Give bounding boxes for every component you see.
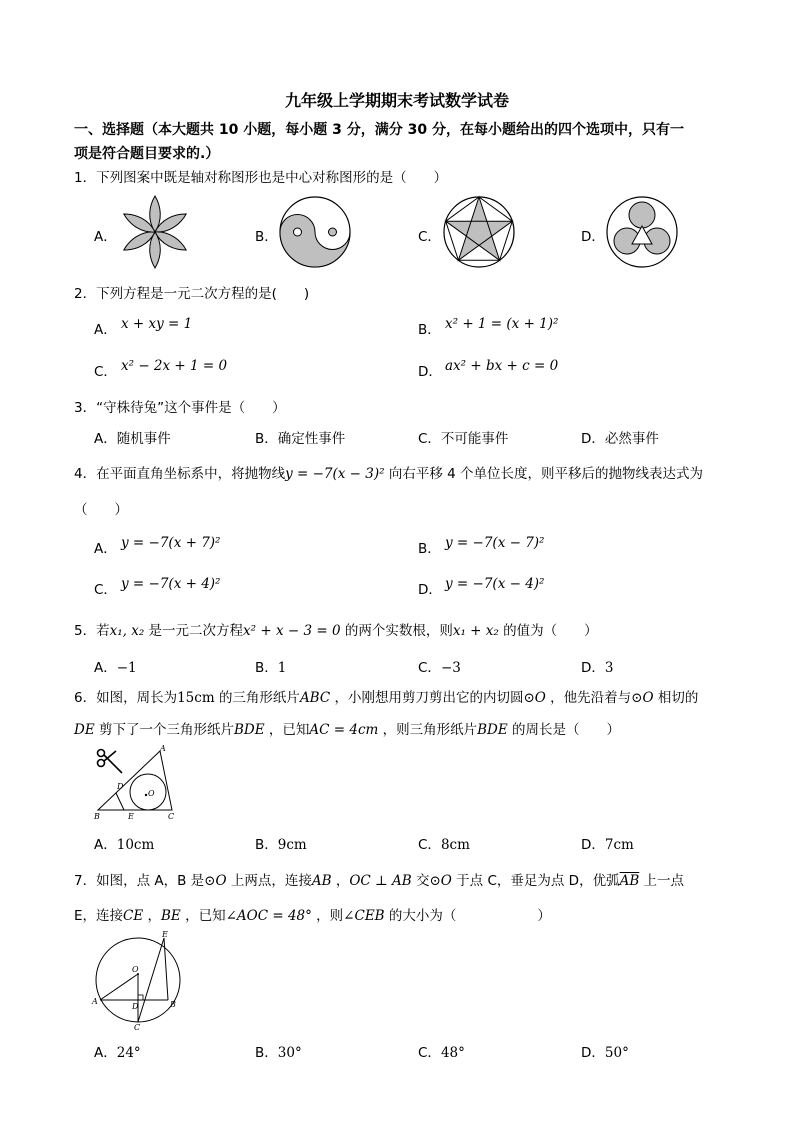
- q1-option-a-label: A．: [94, 229, 117, 245]
- label-O: O: [132, 965, 139, 974]
- label-C: C: [134, 1023, 141, 1032]
- triangle-circles-figure: [605, 195, 679, 269]
- q1-option-c-label: C．: [418, 229, 441, 245]
- q1-option-b-label: B．: [255, 229, 278, 245]
- label-E: E: [162, 930, 168, 939]
- q4-option-d-math: y = −7(x − 4)²: [445, 576, 545, 592]
- label-C: C: [168, 812, 175, 821]
- pentagram-figure: [442, 195, 516, 269]
- circle-chord-diagram: [92, 930, 184, 1030]
- label-D: D: [132, 1002, 139, 1011]
- question-4-paren: （ ）: [74, 502, 128, 518]
- q7-option-b: B．30°: [255, 1045, 302, 1061]
- q2-option-a-math: x + xy = 1: [121, 316, 193, 332]
- page-title: 九年级上学期期末考试数学试卷: [284, 91, 509, 110]
- q4-option-d-label: D．: [418, 582, 442, 598]
- q5-option-b: B．1: [255, 660, 287, 676]
- yin-yang-figure: [278, 195, 352, 269]
- q1-option-d-label: D．: [581, 229, 605, 245]
- question-6-stem-line1: 6．如图，周长为15cm 的三角形纸片ABC ，小刚想用剪刀剪出它的内切圆⊙O ，他先沿着与⊙O 相切的: [74, 690, 699, 706]
- q2-option-c-label: C．: [94, 364, 117, 380]
- q7-option-d: D．50°: [581, 1045, 629, 1061]
- question-7-stem-line2: E，连接CE ，BE ，已知∠AOC = 48° ，则∠CEB 的大小为（ ）: [74, 908, 551, 924]
- q2-option-d-math: ax² + bx + c = 0: [445, 358, 559, 374]
- q5-option-c: C．−3: [418, 660, 461, 676]
- question-5-stem: 5．若x₁, x₂ 是一元二次方程x² + x − 3 = 0 的两个实数根，则x₁ + x₂ 的值为（ ）: [74, 623, 598, 639]
- q2-option-d-label: D．: [418, 364, 442, 380]
- section-heading: 一、选择题（本大题共 10 小题，每小题 3 分，满分 30 分，在每小题给出的四个选项中，只有一: [74, 122, 684, 138]
- q2-option-a-label: A．: [94, 322, 117, 338]
- q3-option-b: B．确定性事件: [255, 431, 346, 447]
- q4-option-b-math: y = −7(x − 7)²: [445, 535, 545, 551]
- q6-option-b: B．9cm: [255, 837, 307, 853]
- q2-option-b-label: B．: [418, 322, 441, 338]
- q3-option-d: D．必然事件: [581, 431, 659, 447]
- flower-figure: [118, 195, 192, 269]
- question-1-stem: 1．下列图案中既是轴对称图形也是中心对称图形的是（ ）: [74, 170, 448, 186]
- question-3-stem: 3．“守株待兔”这个事件是（ ）: [74, 400, 286, 416]
- question-6-stem-line2: DE 剪下了一个三角形纸片BDE ，已知AC = 4cm ，则三角形纸片BDE 的周长是（ ）: [74, 722, 621, 738]
- q7-option-c: C．48°: [418, 1045, 465, 1061]
- label-B: B: [170, 1000, 176, 1009]
- question-7-stem-line1: 7．如图，点 A，B 是⊙O 上两点，连接AB ，OC ⊥ AB 交⊙O 于点 C，垂足为点 D，优弧$\overline{AB}$ 上一点: [74, 873, 685, 889]
- triangle-incircle-diagram: [94, 745, 184, 820]
- label-B: B: [94, 812, 100, 821]
- q2-option-b-math: x² + 1 = (x + 1)²: [445, 316, 559, 332]
- q5-option-d: D．3: [581, 660, 614, 676]
- q3-option-a: A．随机事件: [94, 431, 171, 447]
- label-A: A: [160, 744, 166, 753]
- q6-option-a: A．10cm: [94, 837, 155, 853]
- question-4-stem: 4．在平面直角坐标系中，将抛物线y = −7(x − 3)² 向右平移 4 个单位长度，则平移后的抛物线表达式为: [74, 466, 704, 482]
- q2-option-c-math: x² − 2x + 1 = 0: [121, 358, 228, 374]
- label-A: A: [92, 997, 98, 1006]
- q7-option-a: A．24°: [94, 1045, 141, 1061]
- q4-option-c-label: C．: [94, 582, 117, 598]
- q6-option-d: D．7cm: [581, 837, 634, 853]
- q4-option-b-label: B．: [418, 541, 441, 557]
- q4-option-a-label: A．: [94, 541, 117, 557]
- scissors-icon: [98, 750, 123, 774]
- section-heading-cont: 项是符合题目要求的.）: [74, 146, 220, 162]
- q4-option-c-math: y = −7(x + 4)²: [121, 576, 221, 592]
- q5-option-a: A．−1: [94, 660, 137, 676]
- q6-option-c: C．8cm: [418, 837, 470, 853]
- q4-option-a-math: y = −7(x + 7)²: [121, 535, 221, 551]
- label-O: O: [148, 789, 155, 798]
- question-2-stem: 2．下列方程是一元二次方程的是( ): [74, 286, 310, 302]
- q3-option-c: C．不可能事件: [418, 431, 509, 447]
- label-D: D: [117, 782, 124, 791]
- label-E: E: [128, 812, 134, 821]
